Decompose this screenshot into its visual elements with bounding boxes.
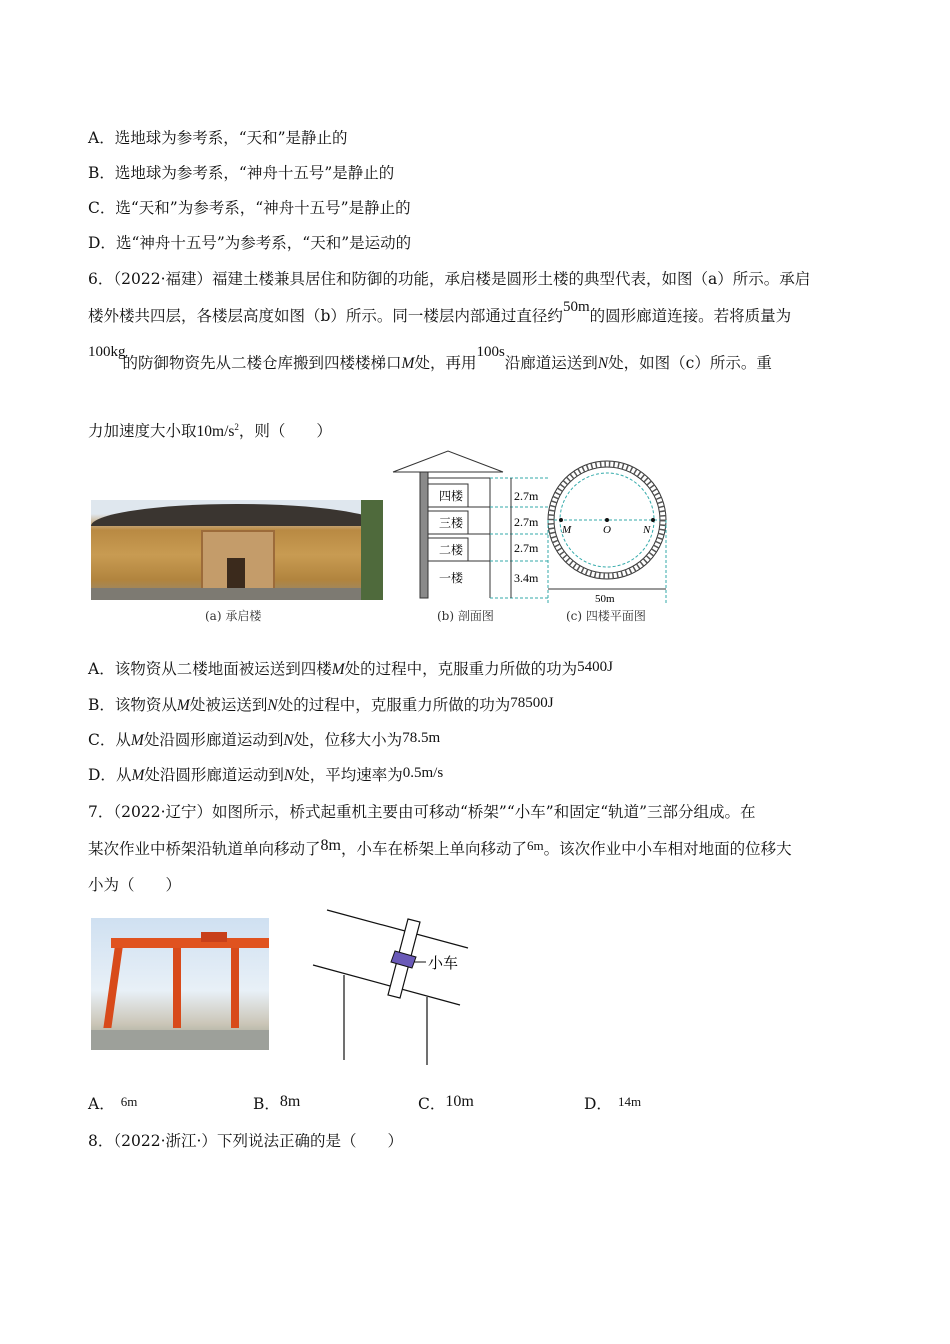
q7-option-a: A． 6m <box>88 1094 138 1113</box>
q5-option-b: B．选地球为参考系，“神舟十五号”是静止的 <box>88 164 395 182</box>
chengqi-building-photo <box>91 500 383 600</box>
q6-option-d: D．从M处沿圆形廊道运动到N处，平均速率为0.5m/s <box>88 765 444 784</box>
height-label-1: 3.4m <box>514 571 539 585</box>
circle-label-n: N <box>643 524 651 536</box>
height-label-3: 2.7m <box>514 515 539 529</box>
floor-label-2: 二楼 <box>439 543 464 557</box>
caption-c: (c) 四楼平面图 <box>566 609 646 623</box>
q7-option-d: D． 14m <box>584 1094 642 1113</box>
caption-a: (a) 承启楼 <box>205 609 262 623</box>
q5-option-d: D．选“神舟十五号”为参考系，“天和”是运动的 <box>88 234 412 252</box>
q7-stem-line1: 7．（2022·辽宁）如图所示，桥式起重机主要由可移动“桥架”“小车”和固定“轨道”三部分组成。在 <box>88 803 756 821</box>
caption-b: (b) 剖面图 <box>437 609 494 623</box>
cart-label: 小车 <box>428 954 459 972</box>
circle-label-m: M <box>562 524 572 536</box>
crane-photo <box>91 918 269 1050</box>
q7-stem-line2: 某次作业中桥架沿轨道单向移动了8m，小车在桥架上单向移动了$^{6m}$。该次作业中小车相对地面的位移大 <box>88 837 792 858</box>
q5-option-c: C．选“天和”为参考系，“神舟十五号”是静止的 <box>88 199 411 217</box>
floor-label-4: 四楼 <box>439 489 464 503</box>
q7-stem-line3: 小为（ ） <box>88 876 182 894</box>
q6-stem-line4: 力加速度大小取$10m/s^2$，则（ ） <box>88 422 332 441</box>
q6-stem-line2: 楼外楼共四层，各楼层高度如图（b）所示。同一楼层内部通过直径约50m的圆形廊道连接。若将质量为 <box>88 299 792 325</box>
q6-stem-line3: 100kg的防御物资先从二楼仓库搬到四楼楼梯口M处，再用100s沿廊道运送到N处，如图（c）所示。重 <box>88 344 772 372</box>
floor-label-3: 三楼 <box>439 516 464 530</box>
q8-stem: 8．（2022·浙江·）下列说法正确的是（ ） <box>88 1132 403 1150</box>
height-label-2: 2.7m <box>514 541 539 555</box>
floor-plan-diagram <box>545 455 675 605</box>
floor-label-1: 一楼 <box>439 571 464 585</box>
crane-diagram <box>310 905 480 1070</box>
q6-option-c: C．从M处沿圆形廊道运动到N处，位移大小为78.5m <box>88 730 441 749</box>
q6-stem-line1: 6．（2022·福建）福建土楼兼具居住和防御的功能，承启楼是圆形土楼的典型代表，如图（a）所示。承启 <box>88 270 811 288</box>
height-label-4: 2.7m <box>514 489 539 503</box>
q6-option-a: A．该物资从二楼地面被运送到四楼M处的过程中，克服重力所做的功为5400J <box>88 659 613 678</box>
diameter-label: 50m <box>595 593 615 605</box>
cross-section-diagram <box>390 448 560 608</box>
circle-label-o: O <box>603 524 611 536</box>
q6-option-b: B．该物资从M处被运送到N处的过程中，克服重力所做的功为78500J <box>88 695 554 714</box>
q5-option-a: A．选地球为参考系，“天和”是静止的 <box>88 129 348 147</box>
q7-option-c: C．10m <box>418 1093 474 1113</box>
q7-option-b: B．8m <box>253 1093 301 1113</box>
